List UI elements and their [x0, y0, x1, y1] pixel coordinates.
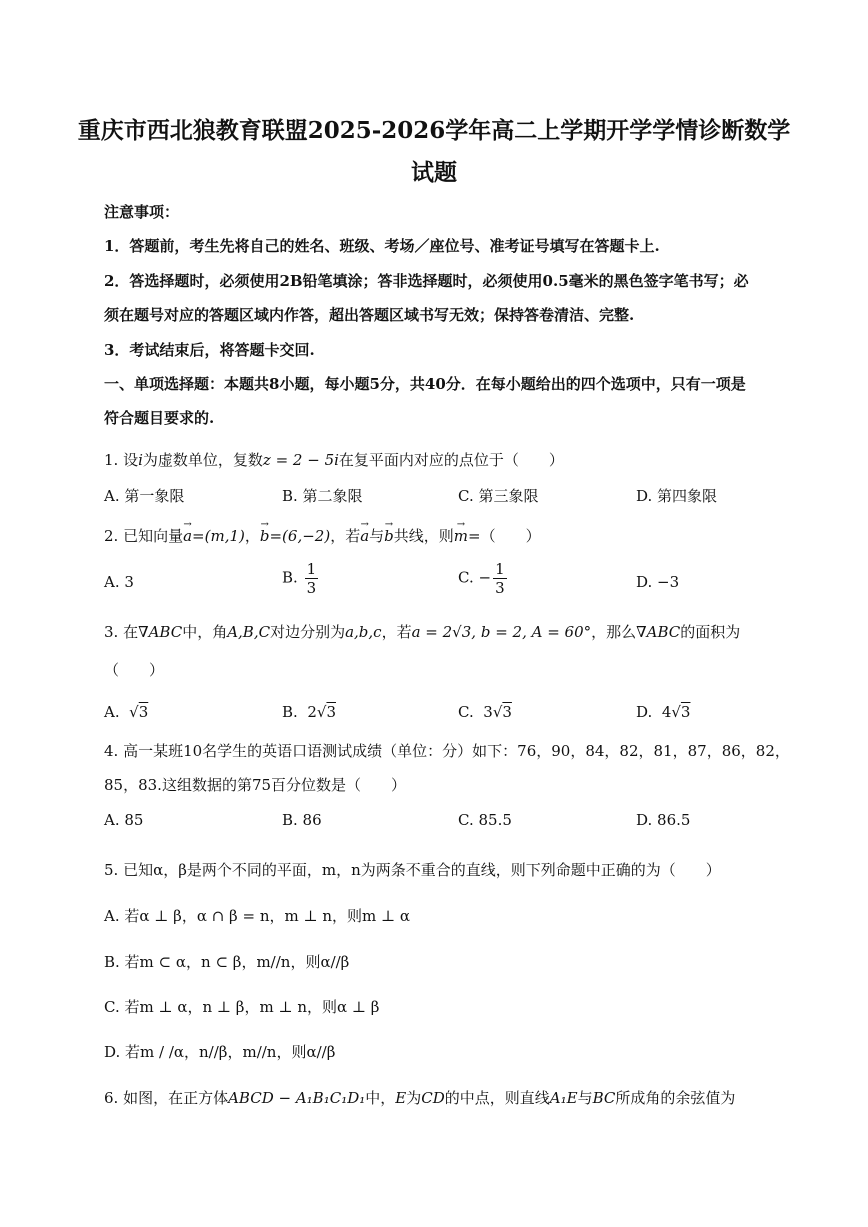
q2-option-b-denominator: 3 — [306, 579, 317, 597]
q3-mid4: ，那么∇ — [591, 623, 647, 641]
q3-sides: a,b,c — [345, 623, 382, 641]
q3-option-b[interactable] — [282, 702, 336, 722]
q2-option-b-numerator: 1 — [306, 560, 317, 578]
q3-option-a[interactable] — [104, 702, 148, 722]
q6-mid4: 与 — [577, 1089, 593, 1107]
q2-post: 共线，则 — [393, 527, 454, 545]
q3-pre: 3. 在∇ — [104, 623, 149, 641]
q1-pre: 1. 设 — [104, 451, 139, 469]
q1-i: i — [138, 451, 143, 469]
q5-option-b[interactable]: B. 若m ⊂ α，n ⊂ β，m//n，则α//β — [104, 953, 350, 971]
question-1 — [104, 450, 564, 470]
q3-option-d-label: D. — [636, 703, 653, 721]
section-heading-line2: 符合题目要求的. — [104, 409, 215, 427]
q3-condition: a = 2√3, b = 2, A = 60° — [411, 623, 592, 641]
q2-option-d[interactable]: D. −3 — [636, 573, 680, 591]
section-heading-line1: 一、单项选择题：本题共8小题，每小题5分，共40分．在每小题给出的四个选项中，只有一项是 — [104, 375, 746, 393]
q1-option-a[interactable]: A. 第一象限 — [104, 487, 185, 505]
q5-option-a[interactable]: A. 若α ⊥ β，α ∩ β = n，m ⊥ n，则m ⊥ α — [104, 907, 411, 925]
q6-e: E — [395, 1089, 407, 1107]
q3-mid1: 中，角 — [182, 623, 228, 641]
q2-vector-a: → a — [183, 526, 192, 546]
q6-mid2: 为 — [406, 1089, 422, 1107]
q4-option-b[interactable]: B. 86 — [282, 811, 322, 829]
q6-mid1: 中， — [365, 1089, 396, 1107]
q2-option-c-fraction — [493, 560, 507, 597]
q6-line: A₁E — [549, 1089, 578, 1107]
page-title: 重庆市西北狼教育联盟2025-2026学年高二上学期开学学情诊断数学 — [77, 117, 791, 144]
q3-option-b-coef: 2 — [307, 703, 317, 721]
q6-cd: CD — [421, 1089, 445, 1107]
q3-angles: A,B,C — [227, 623, 271, 641]
q2-a-value: =(m,1) — [192, 527, 245, 545]
q4-option-a[interactable]: A. 85 — [104, 811, 144, 829]
q1-option-b[interactable]: B. 第二象限 — [282, 487, 363, 505]
q2-option-b-fraction — [305, 560, 319, 597]
question-4-line1: 4. 高一某班10名学生的英语口语测试成绩（单位：分）如下：76，90，84，82，81，87，86，82， — [104, 742, 790, 760]
q3-option-b-radical: √ — [316, 703, 327, 721]
notice-item-1: 1．答题前，考生先将自己的姓名、班级、考场／座位号、准考证号填写在答题卡上. — [104, 237, 660, 255]
q5-option-d[interactable]: D. 若m / /α，n//β，m//n，则α//β — [104, 1043, 336, 1061]
q2-option-c[interactable] — [458, 560, 509, 597]
q5-option-c[interactable]: C. 若m ⊥ α，n ⊥ β，m ⊥ n，则α ⊥ β — [104, 998, 380, 1016]
q6-cube: ABCD − A₁B₁C₁D₁ — [228, 1089, 366, 1107]
q2-mid: ，若 — [330, 527, 361, 545]
q2-vector-b: → b — [260, 526, 270, 546]
notice-item-2-line2: 须在题号对应的答题区域内作答，超出答题区域书写无效；保持答卷清洁、完整. — [104, 306, 635, 324]
q2-option-a[interactable]: A. 3 — [104, 573, 134, 591]
q2-eq: =（ ） — [468, 527, 541, 545]
q3-option-d-radical: √ — [671, 703, 681, 721]
q1-mid: 为虚数单位，复数 — [142, 451, 263, 469]
q3-option-d-radicand: 3 — [680, 703, 691, 721]
q2-option-c-denominator: 3 — [495, 579, 505, 597]
q6-mid3: 的中点，则直线 — [444, 1089, 550, 1107]
q2-b-value: =(6,−2) — [269, 527, 331, 545]
q2-sep: ， — [244, 527, 260, 545]
q2-option-c-label: C. — [458, 568, 474, 587]
q3-option-b-label: B. — [282, 703, 298, 721]
q3-option-d-coef: 4 — [661, 703, 672, 721]
q6-bc: BC — [592, 1089, 616, 1107]
notice-heading: 注意事项： — [104, 203, 180, 221]
q2-option-c-numerator: 1 — [495, 560, 505, 578]
q3-abc: ABC — [148, 623, 183, 641]
q3-option-c-radical: √ — [492, 703, 503, 721]
q3-option-a-radical: √ — [129, 703, 139, 721]
q3-mid3: ，若 — [381, 623, 412, 641]
q3-mid2: 对边分别为 — [270, 623, 346, 641]
q2-option-b[interactable] — [282, 560, 320, 597]
q4-option-d[interactable]: D. 86.5 — [636, 811, 691, 829]
question-2 — [104, 526, 541, 546]
question-3-line2: （ ） — [104, 661, 165, 679]
q2-vector-a2: → a — [360, 526, 369, 546]
q2-option-c-sign: − — [478, 568, 492, 587]
q3-option-d[interactable] — [636, 702, 690, 722]
q3-option-a-radicand: 3 — [138, 703, 149, 721]
q3-option-c-radicand: 3 — [502, 703, 512, 721]
q2-mid2: 与 — [369, 527, 385, 545]
q1-option-c[interactable]: C. 第三象限 — [458, 487, 539, 505]
question-5: 5. 已知α，β是两个不同的平面，m，n为两条不重合的直线，则下列命题中正确的为（ ） — [104, 861, 721, 879]
q6-post: 所成角的余弦值为 — [615, 1089, 736, 1107]
q3-option-c-label: C. — [458, 703, 474, 721]
q1-expr: z = 2 − 5i — [262, 451, 339, 469]
page-title-line2: 试题 — [411, 159, 457, 186]
q3-option-a-label: A. — [104, 703, 120, 721]
q2-vector-b2: → b — [384, 526, 394, 546]
q1-post: 在复平面内对应的点位于（ ） — [338, 451, 564, 469]
q3-option-c[interactable] — [458, 702, 512, 722]
q6-pre: 6. 如图，在正方体 — [104, 1089, 229, 1107]
question-3-line1 — [104, 622, 740, 642]
notice-item-2-line1: 2．答选择题时，必须使用2B铅笔填涂；答非选择题时，必须使用0.5毫米的黑色签字笔书写；必 — [104, 272, 749, 290]
q2-vector-m: → m — [454, 526, 468, 546]
notice-item-3: 3．考试结束后，将答题卡交回. — [104, 341, 315, 359]
q2-option-b-label: B. — [282, 568, 298, 587]
q3-post: 的面积为 — [680, 623, 741, 641]
q2-pre: 2. 已知向量 — [104, 527, 184, 545]
q3-option-c-coef: 3 — [483, 703, 493, 721]
question-6 — [104, 1088, 735, 1108]
q1-option-d[interactable]: D. 第四象限 — [636, 487, 718, 505]
q3-abc2: ABC — [646, 623, 681, 641]
q3-option-b-radicand: 3 — [326, 703, 336, 721]
q4-option-c[interactable]: C. 85.5 — [458, 811, 512, 829]
question-4-line2: 85，83.这组数据的第75百分位数是（ ） — [104, 776, 407, 794]
